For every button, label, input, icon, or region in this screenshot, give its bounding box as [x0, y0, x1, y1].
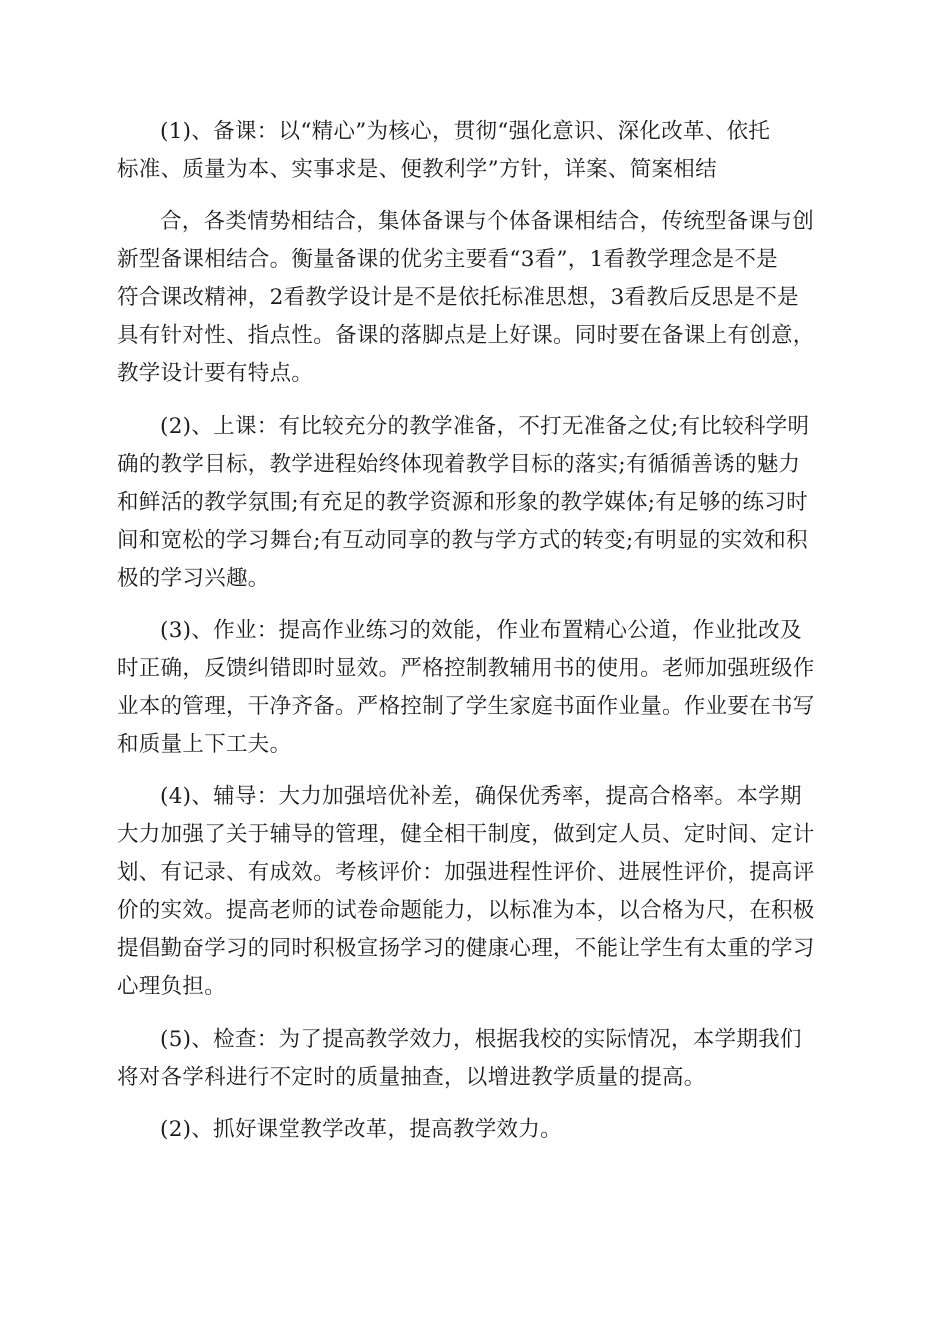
paragraph-tutoring	[117, 778, 833, 1006]
text-line: 将对各学科进行不定时的质量抽查，以增进教学质量的提高。	[117, 1065, 706, 1090]
text-line: (3)、作业：提高作业练习的效能，作业布置精心公道，作业批改及	[160, 618, 802, 643]
text-line: 大力加强了关于辅导的管理，健全相干制度，做到定人员、定时间、定计	[117, 822, 815, 847]
text-line: 和鲜活的教学氛围;有充足的教学资源和形象的教学媒体;有足够的练习时	[117, 490, 808, 515]
text-line: 符合课改精神，2看教学设计是不是依托标准思想，3看教后反思是不是	[117, 285, 799, 310]
text-line: 提倡勤奋学习的同时积极宣扬学习的健康心理，不能让学生有太重的学习	[117, 936, 815, 961]
paragraph-classroom-reform	[117, 1111, 833, 1149]
text-line: 新型备课相结合。衡量备课的优劣主要看“3看”，1看教学理念是不是	[117, 247, 778, 272]
text-line: 标准、质量为本、实事求是、便教利学”方针，详案、简案相结	[117, 157, 717, 182]
text-line: (1)、备课：以“精心”为核心，贯彻“强化意识、深化改革、依托	[160, 119, 771, 144]
text-line: 合，各类情势相结合，集体备课与个体备课相结合，传统型备课与创	[160, 209, 815, 234]
text-line: (5)、检查：为了提高教学效力，根据我校的实际情况，本学期我们	[160, 1027, 802, 1052]
paragraph-class-teaching	[117, 408, 833, 598]
text-line: 业本的管理，干净齐备。严格控制了学生家庭书面作业量。作业要在书写	[117, 694, 815, 719]
text-line: 教学设计要有特点。	[117, 361, 314, 386]
text-line: 极的学习兴趣。	[117, 566, 270, 591]
text-line: (4)、辅导：大力加强培优补差，确保优秀率，提高合格率。本学期	[160, 784, 802, 809]
paragraph-lesson-prep-continued	[117, 203, 833, 393]
text-line: 确的教学目标，教学进程始终体现着教学目标的落实;有循循善诱的魅力	[117, 452, 801, 477]
paragraph-inspection	[117, 1021, 833, 1097]
text-line: 间和宽松的学习舞台;有互动同享的教与学方式的转变;有明显的实效和积	[117, 528, 808, 553]
text-line: (2)、上课：有比较充分的教学准备，不打无准备之仗;有比较科学明	[160, 414, 810, 439]
text-line: (2)、抓好课堂教学改革，提高教学效力。	[160, 1117, 562, 1142]
text-line: 心理负担。	[117, 974, 227, 999]
text-line: 和质量上下工夫。	[117, 732, 292, 757]
text-line: 时正确，反馈纠错即时显效。严格控制教辅用书的使用。老师加强班级作	[117, 656, 815, 681]
paragraph-homework	[117, 612, 833, 764]
text-line: 具有针对性、指点性。备课的落脚点是上好课。同时要在备课上有创意，	[117, 323, 815, 348]
text-line: 划、有记录、有成效。考核评价：加强进程性评价、进展性评价，提高评	[117, 860, 815, 885]
text-line: 价的实效。提高老师的试卷命题能力，以标准为本，以合格为尺，在积极	[117, 898, 815, 923]
paragraph-lesson-prep	[117, 113, 833, 189]
